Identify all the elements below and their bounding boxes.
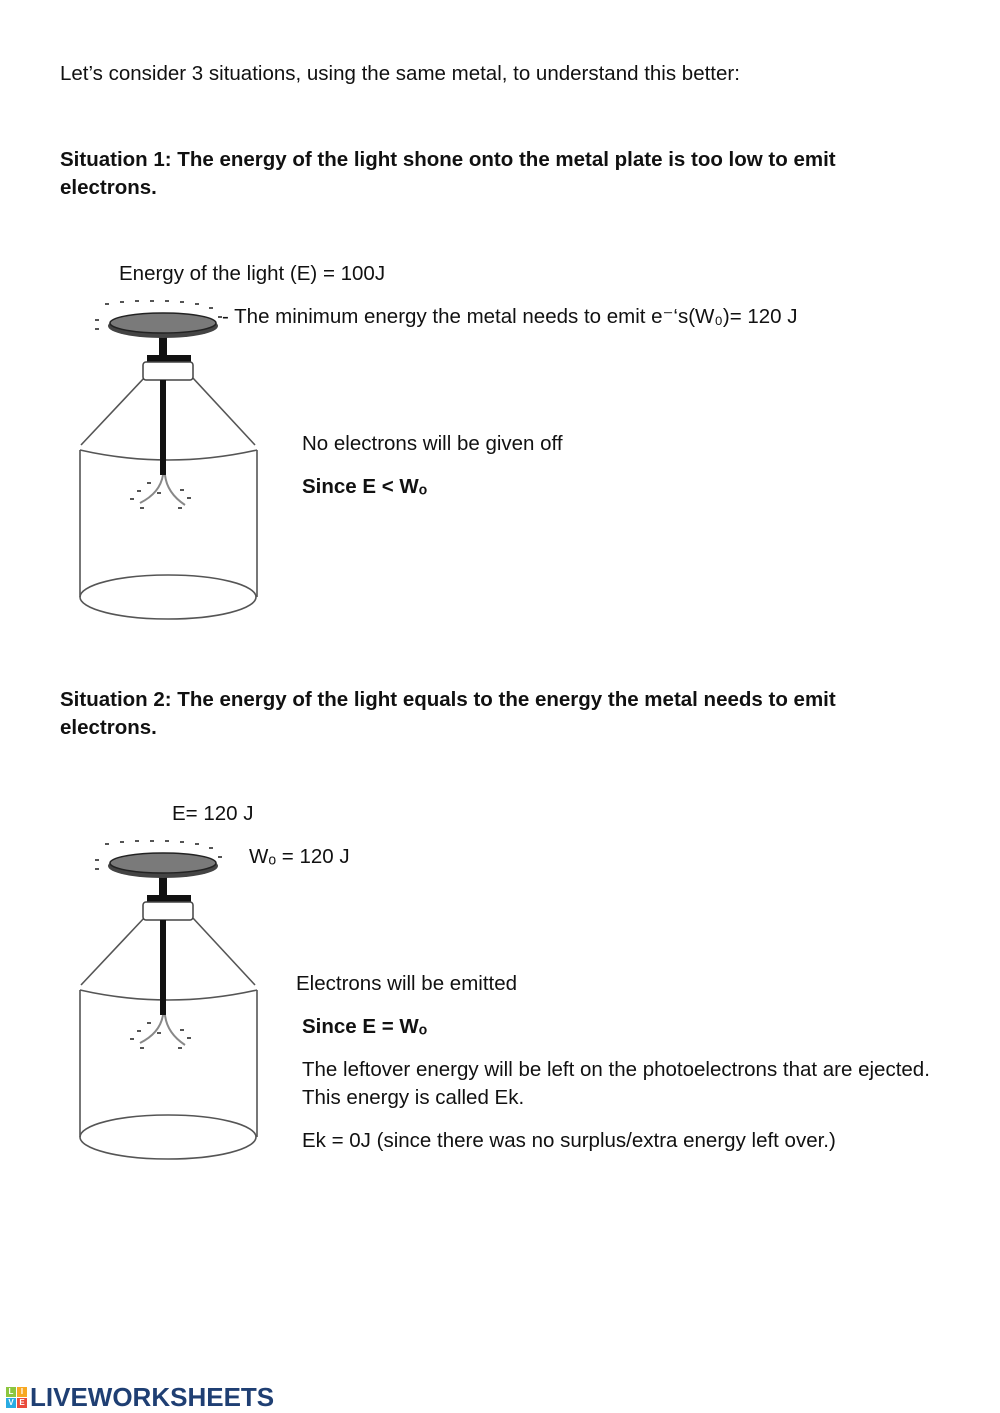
logo-letter: L	[6, 1387, 16, 1397]
situation1-reason: Since E < Wₒ	[302, 475, 428, 498]
situation2-ek-text: Ek = 0J (since there was no surplus/extra energy left over.)	[302, 1129, 836, 1152]
situation1-result: No electrons will be given off	[302, 432, 563, 455]
situation2-result: Electrons will be emitted	[296, 972, 518, 995]
situation2-leftover-text: The leftover energy will be left on the photoelectrons that are ejected. This energy is called Ek.	[302, 1058, 930, 1109]
situation2-reason: Since E = Wₒ	[302, 1015, 428, 1038]
liveworksheets-logo	[6, 1382, 274, 1413]
logo-icon	[6, 1387, 27, 1408]
logo-letter: I	[17, 1387, 27, 1397]
logo-letter: V	[6, 1398, 16, 1408]
situation2-heading: Situation 2: The energy of the light equals to the energy the metal needs to emit electrons.	[60, 688, 836, 739]
electroscope-diagram-1	[75, 295, 275, 625]
situation1-heading: Situation 1: The energy of the light shone onto the metal plate is too low to emit electrons.	[60, 148, 836, 199]
electroscope-diagram-2	[75, 835, 275, 1165]
situation2-work-function-label: Wₒ = 120 J	[249, 845, 350, 868]
situation2-energy-label: E= 120 J	[172, 802, 254, 825]
logo-letter: E	[17, 1398, 27, 1408]
situation1-min-energy-label: - The minimum energy the metal needs to emit e⁻‘s(W₀)= 120 J	[222, 305, 798, 328]
logo-text: LIVEWORKSHEETS	[30, 1382, 275, 1412]
situation1-energy-label: Energy of the light (E) = 100J	[119, 262, 386, 285]
intro-text: Let’s consider 3 situations, using the same metal, to understand this better:	[60, 62, 740, 85]
